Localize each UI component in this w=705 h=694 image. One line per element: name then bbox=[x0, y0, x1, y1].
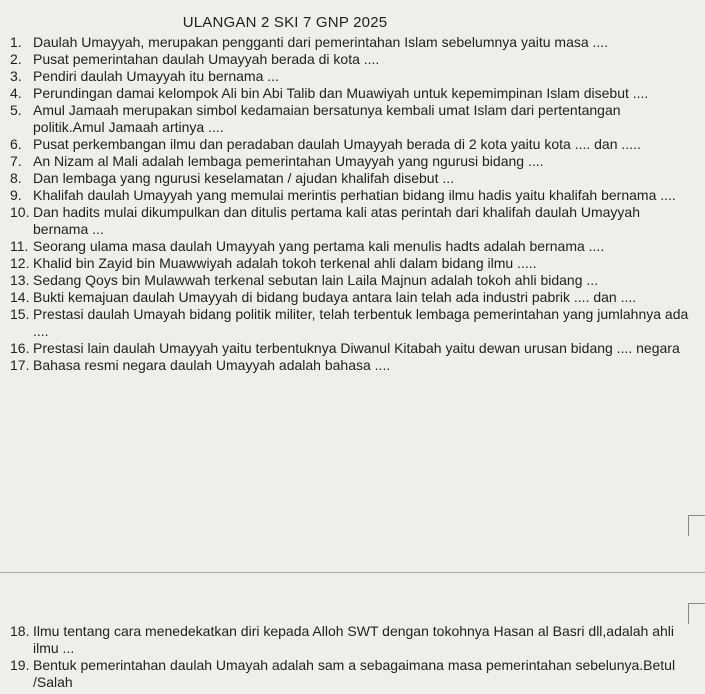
question-text: Khalifah daulah Umayyah yang memulai merintis perhatian bidang ilmu hadis yaitu khalifah bernama .... bbox=[33, 187, 676, 203]
question-number: 13. bbox=[10, 272, 30, 288]
page-title: ULANGAN 2 SKI 7 GNP 2025 bbox=[182, 14, 388, 31]
question-number: 7. bbox=[10, 153, 22, 169]
question-item bbox=[10, 340, 695, 357]
question-item bbox=[10, 255, 695, 272]
question-number: 4. bbox=[10, 85, 22, 101]
page-edge-marker bbox=[688, 515, 705, 536]
question-item bbox=[10, 204, 695, 238]
question-text: Prestasi lain daulah Umayyah yaitu terbentuknya Diwanul Kitabah yaitu dewan urusan bidang .... negara bbox=[33, 340, 680, 356]
question-number: 11. bbox=[10, 238, 29, 254]
question-list-continued bbox=[10, 623, 695, 691]
question-item bbox=[10, 153, 695, 170]
question-number: 8. bbox=[10, 170, 22, 186]
question-number: 5. bbox=[10, 102, 22, 118]
question-text: Dan lembaga yang ngurusi keselamatan / ajudan khalifah disebut ... bbox=[33, 170, 455, 186]
question-text: Khalid bin Zayid bin Muawwiyah adalah tokoh terkenal ahli dalam bidang ilmu ..... bbox=[33, 255, 537, 271]
question-item bbox=[10, 289, 695, 306]
question-text: Daulah Umayyah, merupakan pengganti dari pemerintahan Islam sebelumnya yaitu masa .... bbox=[33, 34, 609, 50]
question-number: 19. bbox=[10, 657, 30, 673]
question-item bbox=[10, 357, 695, 374]
question-text: Dan hadits mulai dikumpulkan dan ditulis pertama kali atas perintah dari khalifah daulah Umayyah bernama ... bbox=[33, 204, 641, 237]
question-number: 2. bbox=[10, 51, 22, 67]
question-item bbox=[10, 187, 695, 204]
question-text: An Nizam al Mali adalah lembaga pemerintahan Umayyah yang ngurusi bidang .... bbox=[33, 153, 544, 169]
question-text: Pusat pemerintahan daulah Umayyah berada di kota .... bbox=[33, 51, 380, 67]
question-item bbox=[10, 68, 695, 85]
question-text: Perundingan damai kelompok Ali bin Abi Talib dan Muawiyah untuk kepemimpinan Islam disebut .... bbox=[33, 85, 649, 101]
question-number: 10. bbox=[10, 204, 30, 220]
question-text: Bahasa resmi negara daulah Umayyah adalah bahasa .... bbox=[33, 357, 391, 373]
question-item bbox=[10, 272, 695, 289]
question-item bbox=[10, 102, 695, 136]
question-item bbox=[10, 51, 695, 68]
question-number: 6. bbox=[10, 136, 22, 152]
question-item bbox=[10, 170, 695, 187]
question-number: 12. bbox=[10, 255, 30, 271]
question-number: 17. bbox=[10, 357, 30, 373]
question-item bbox=[10, 136, 695, 153]
question-text: Pendiri daulah Umayyah itu bernama ... bbox=[33, 68, 279, 84]
question-item bbox=[10, 657, 695, 691]
question-item bbox=[10, 238, 695, 255]
question-text: Seorang ulama masa daulah Umayyah yang pertama kali menulis hadts adalah bernama .... bbox=[33, 238, 605, 254]
page-divider bbox=[0, 572, 705, 573]
page-edge-marker bbox=[688, 603, 705, 624]
question-number: 3. bbox=[10, 68, 22, 84]
question-item bbox=[10, 623, 695, 657]
question-text: Bukti kemajuan daulah Umayyah di bidang budaya antara lain telah ada industri pabrik .... dan .... bbox=[33, 289, 637, 305]
question-text: Ilmu tentang cara menedekatkan diri kepada Alloh SWT dengan tokohnya Hasan al Basri dll,adalah ahli ilmu ... bbox=[33, 623, 675, 656]
question-number: 18. bbox=[10, 623, 30, 639]
question-text: Sedang Qoys bin Mulawwah terkenal sebutan lain Laila Majnun adalah tokoh ahli bidang ... bbox=[33, 272, 599, 288]
question-item bbox=[10, 306, 695, 340]
question-list bbox=[10, 34, 695, 374]
question-text: Bentuk pemerintahan daulah Umayah adalah sam a sebagaimana masa pemerintahan sebelunya.Betul /Salah bbox=[33, 657, 676, 690]
question-item bbox=[10, 85, 695, 102]
question-number: 14. bbox=[10, 289, 30, 305]
question-text: Prestasi daulah Umayah bidang politik militer, telah terbentuk lembaga pemerintahan yang jumlahnya ada .... bbox=[33, 306, 689, 339]
question-number: 16. bbox=[10, 340, 30, 356]
question-text: Pusat perkembangan ilmu dan peradaban daulah Umayyah berada di 2 kota yaitu kota .... dan ..... bbox=[33, 136, 641, 152]
question-number: 1. bbox=[10, 34, 22, 50]
question-item bbox=[10, 34, 695, 51]
question-number: 9. bbox=[10, 187, 22, 203]
question-number: 15. bbox=[10, 306, 30, 322]
question-text: Amul Jamaah merupakan simbol kedamaian bersatunya kembali umat Islam dari pertentangan politik.Amul Jamaah artinya .... bbox=[33, 102, 621, 135]
